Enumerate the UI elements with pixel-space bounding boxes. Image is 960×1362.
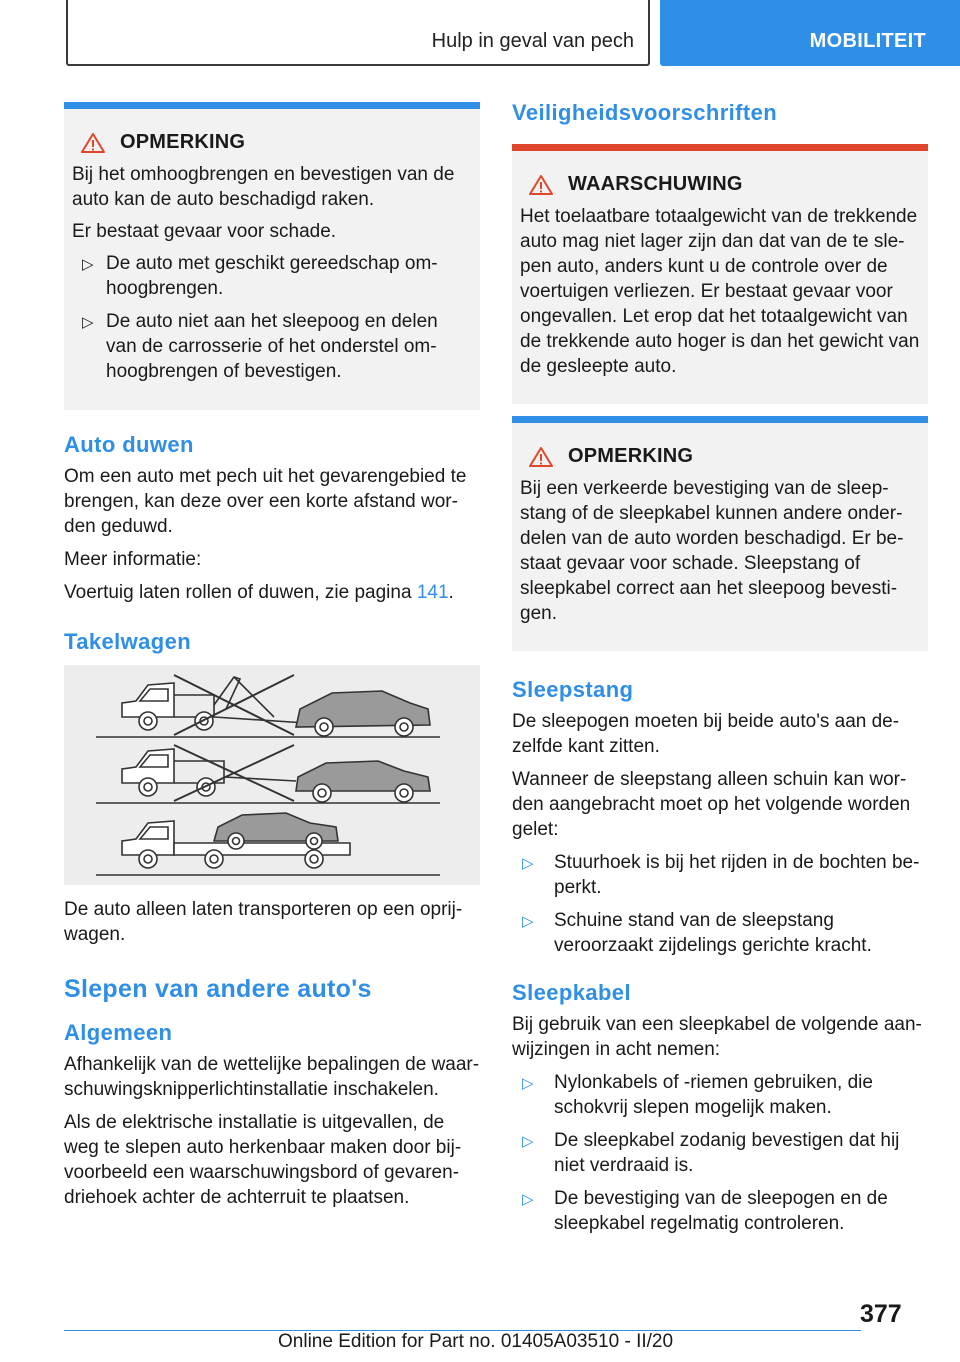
left-column: [64, 102, 480, 1218]
warning-text: Het toelaatbare totaalgewicht van de trekkende auto mag niet lager zijn dan dat van de te slepen auto, anders kunt u de controle over de voertuigen verliezen. Er bestaat gevaar voor ongevallen. Let erop dat het totaalgewicht van de trekkende auto hoger is dan het gewicht van de gesleepte auto.: [520, 206, 920, 377]
header-section-title: Hulp in geval van pech: [431, 30, 634, 52]
notice-box-towbar: [512, 416, 928, 651]
heading-slepen: Slepen van andere auto's: [64, 975, 372, 1003]
paragraph: De sleepogen moeten bij beide auto's aan dezelfde kant zitten.: [512, 711, 900, 757]
paragraph: Als de elektrische installatie is uitgevallen, de weg te slepen auto herkenbaar maken door bijvoorbeeld een waarschuwingsbord of gevarendriehoek achter de achterruit te plaatsen.: [64, 1112, 462, 1208]
triangle-bullet-icon: ▷: [522, 855, 534, 872]
paragraph: Bij gebruik van een sleepkabel de volgende aanwijzingen in acht nemen:: [512, 1014, 922, 1060]
warning-triangle-icon: [528, 174, 554, 196]
notice-title: OPMERKING: [120, 131, 246, 153]
notice-header: [520, 445, 920, 468]
header-chapter-tab[interactable]: [660, 0, 960, 66]
heading-auto-duwen: Auto duwen: [64, 432, 194, 457]
notice-title: OPMERKING: [568, 445, 694, 467]
notice-box-lifting: [64, 102, 480, 410]
figure-caption: De auto alleen laten transporteren op een oprijwagen.: [64, 899, 463, 945]
list-item: ▷ De auto niet aan het sleepoog en delen van de carrosserie of het onderstel omhoogbrengen of bevestigen.: [82, 311, 438, 382]
triangle-bullet-icon: ▷: [522, 1133, 534, 1150]
list-item: ▷ De sleepkabel zodanig bevestigen dat hij niet verdraaid is.: [522, 1130, 900, 1176]
towrope-list: [512, 1070, 928, 1236]
heading-veiligheid: Veiligheidsvoorschriften: [512, 100, 778, 125]
heading-sleepkabel: Sleepkabel: [512, 980, 631, 1005]
list-item: ▷ De bevestiging van de sleepogen en de sleepkabel regelmatig controleren.: [522, 1188, 888, 1234]
triangle-bullet-icon: ▷: [522, 913, 534, 930]
notice-list: [72, 251, 472, 384]
warning-triangle-icon: [80, 132, 106, 154]
towbar-list: [512, 850, 928, 958]
warning-triangle-icon: [528, 446, 554, 468]
list-item: ▷ Nylonkabels of -riemen gebruiken, die schokvrij slepen mogelijk maken.: [522, 1072, 873, 1118]
notice-text: Bij het omhoogbrengen en bevestigen van de auto kan de auto beschadigd raken.: [72, 164, 455, 210]
triangle-bullet-icon: ▷: [82, 314, 94, 331]
list-item: ▷ Schuine stand van de sleepstang veroorzaakt zijdelings gerichte kracht.: [522, 910, 872, 956]
footer-edition: Online Edition for Part no. 01405A03510 - II/20: [278, 1331, 674, 1352]
list-item: ▷ Stuurhoek is bij het rijden in de bochten beperkt.: [522, 852, 920, 898]
tow-truck-illustration: [64, 665, 480, 885]
header-section-frame: [66, 0, 650, 66]
header-chapter-title: MOBILITEIT: [809, 30, 926, 52]
triangle-bullet-icon: ▷: [82, 256, 94, 273]
right-column: [512, 100, 928, 1244]
warning-box: [512, 144, 928, 404]
page-number: 377: [860, 1300, 902, 1328]
paragraph: Afhankelijk van de wettelijke bepalingen de waarschuwingsknipperlichtinstallatie inschakelen.: [64, 1054, 480, 1100]
notice-header: [72, 131, 472, 154]
heading-sleepstang: Sleepstang: [512, 677, 634, 702]
warning-title: WAARSCHUWING: [568, 173, 743, 195]
page-reference-link[interactable]: 141: [416, 582, 449, 603]
heading-algemeen: Algemeen: [64, 1020, 173, 1045]
triangle-bullet-icon: ▷: [522, 1191, 534, 1208]
paragraph: Meer informatie:: [64, 549, 202, 570]
notice-text: Er bestaat gevaar voor schade.: [72, 221, 337, 242]
list-item: ▷ De auto met geschikt gereedschap omhoogbrengen.: [82, 253, 438, 299]
warning-header: [520, 173, 920, 196]
notice-text: Bij een verkeerde bevestiging van de sleepstang of de sleepkabel kunnen andere onderdelen van de auto worden beschadigd. Er bestaat gevaar voor schade. Sleepstang of sleepkabel correct aan het sleepoog bevestigen.: [520, 478, 904, 624]
paragraph: Wanneer de sleepstang alleen schuin kan worden aangebracht moet op het volgende worden gelet:: [512, 769, 911, 840]
heading-takelwagen: Takelwagen: [64, 629, 192, 654]
paragraph: Voertuig laten rollen of duwen, zie pagina 141.: [64, 582, 454, 603]
towing-illustration: [64, 665, 480, 885]
triangle-bullet-icon: ▷: [522, 1075, 534, 1092]
paragraph: Om een auto met pech uit het gevarengebied te brengen, kan deze over een korte afstand worden geduwd.: [64, 466, 467, 537]
